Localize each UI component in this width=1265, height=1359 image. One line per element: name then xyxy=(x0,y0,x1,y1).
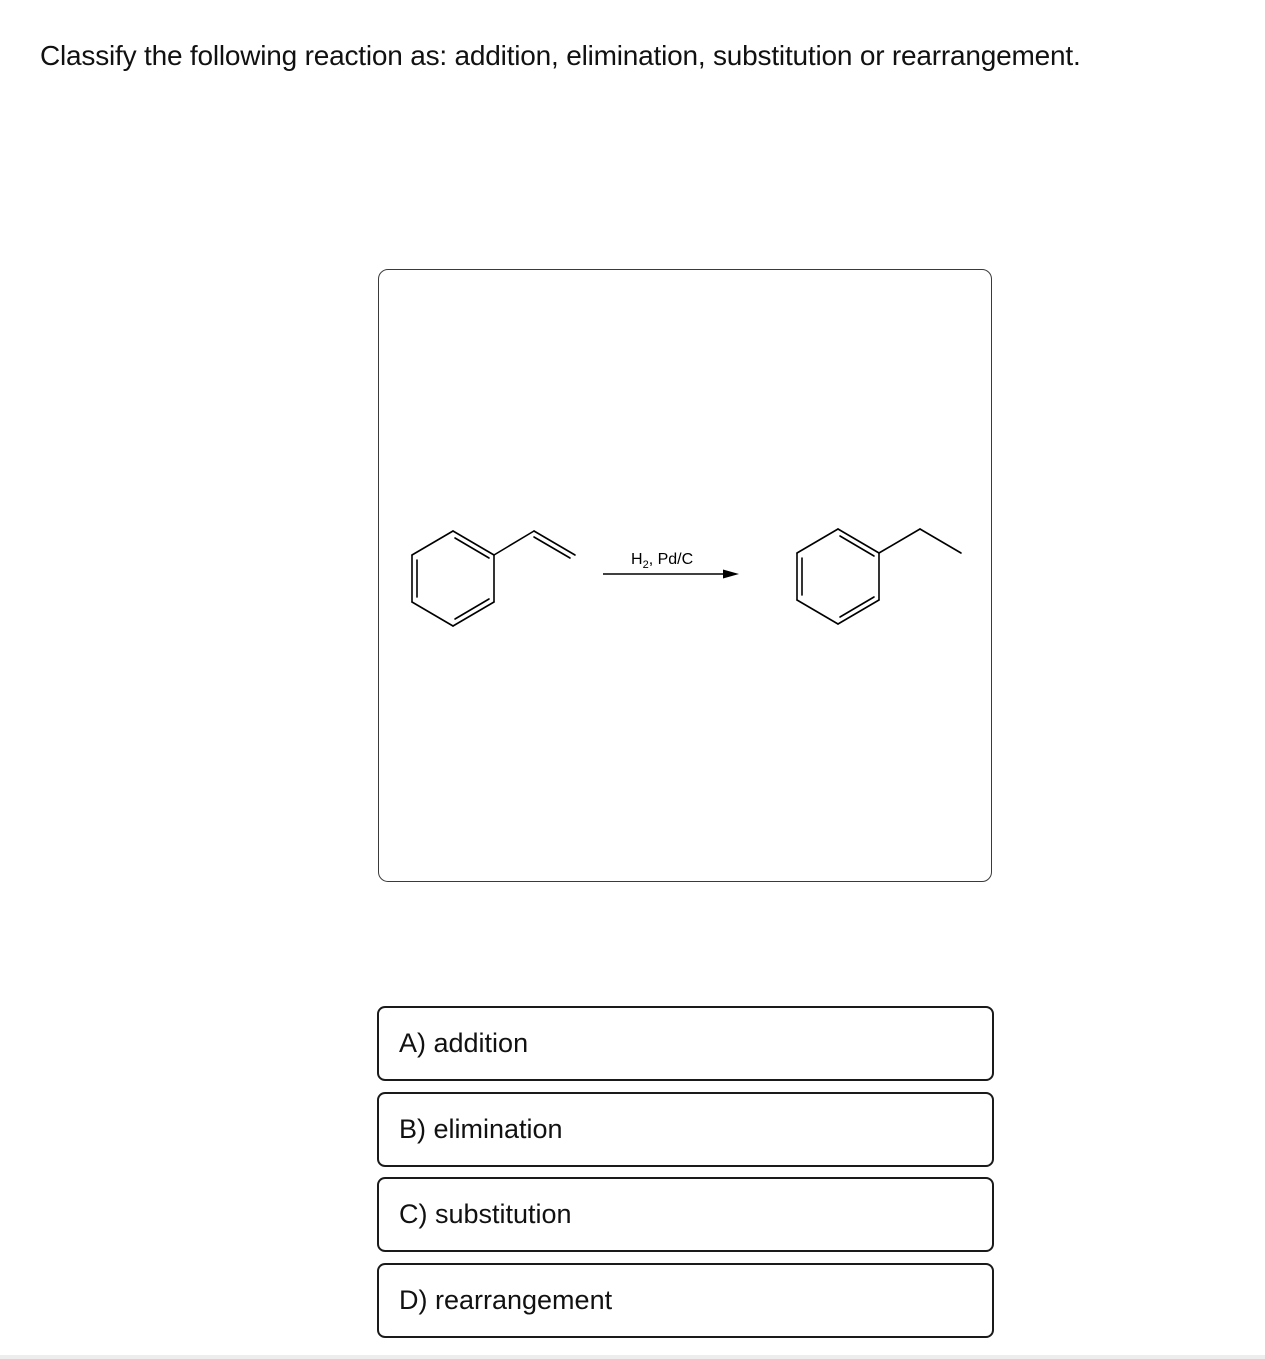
option-a-label: A) addition xyxy=(399,1028,529,1058)
reaction-scheme xyxy=(378,269,992,882)
option-c-button[interactable] xyxy=(377,1177,994,1252)
option-a-button[interactable] xyxy=(377,1006,994,1081)
question-text: Classify the following reaction as: addition, elimination, substitution or rearrangement. xyxy=(40,40,1081,71)
option-b-label: B) elimination xyxy=(399,1114,563,1144)
page-bottom-edge xyxy=(0,1355,1265,1359)
option-d-button[interactable] xyxy=(377,1263,994,1338)
ethylbenzene-structure-icon xyxy=(797,529,961,624)
option-d-label: D) rearrangement xyxy=(399,1285,613,1315)
option-c-label: C) substitution xyxy=(399,1199,572,1229)
option-b-button[interactable] xyxy=(377,1092,994,1167)
styrene-structure-icon xyxy=(412,531,575,626)
reagent-label: $H_2$, Pd/C xyxy=(631,551,694,571)
reaction-arrow-icon xyxy=(603,570,739,579)
